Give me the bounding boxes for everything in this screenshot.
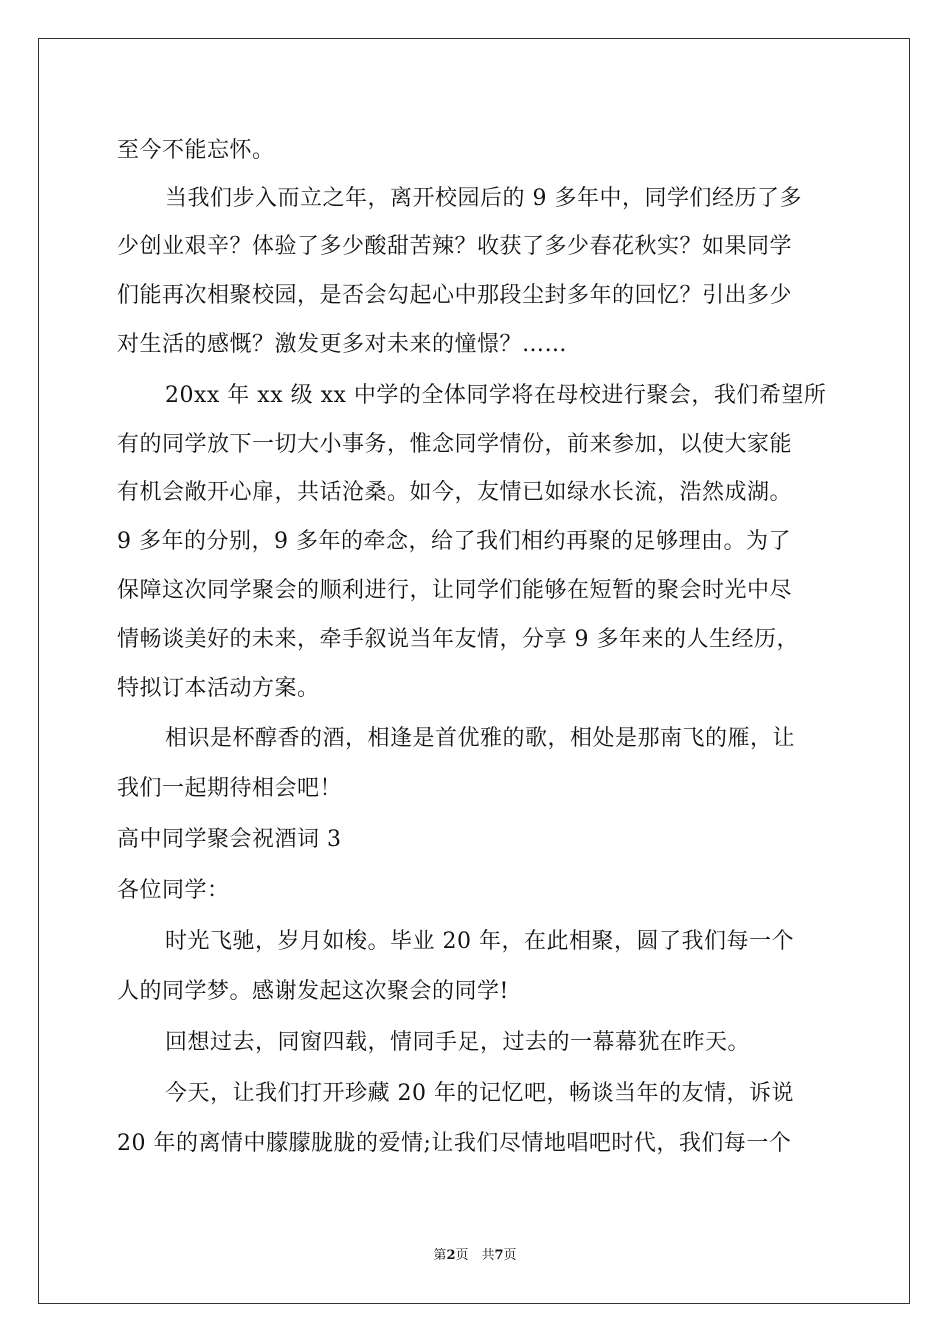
text-line: 至今不能忘怀。 [117, 138, 275, 163]
text-line: 们能再次相聚校园，是否会勾起心中那段尘封多年的回忆？引出多少 [117, 283, 793, 308]
page-border [38, 38, 910, 1304]
salutation: 各位同学： [117, 878, 230, 903]
page-number-footer [0, 1247, 950, 1265]
text-line: 情畅谈美好的未来，牵手叙说当年友情，分享 9 多年来的人生经历， [117, 627, 799, 652]
footer-middle: 页 共 [455, 1248, 495, 1263]
section-heading: 高中同学聚会祝酒词 3 [117, 827, 342, 852]
text-line: 特拟订本活动方案。 [117, 676, 320, 701]
text-line: 当我们步入而立之年，离开校园后的 9 多年中，同学们经历了多 [165, 186, 802, 211]
text-line: 9 多年的分别，9 多年的牵念，给了我们相约再聚的足够理由。为了 [117, 529, 791, 554]
text-line: 有的同学放下一切大小事务，惟念同学情份，前来参加，以使大家能 [117, 432, 793, 457]
footer-prefix: 第 [433, 1248, 447, 1263]
text-line: 保障这次同学聚会的顺利进行，让同学们能够在短暂的聚会时光中尽 [117, 578, 793, 603]
text-line: 今天，让我们打开珍藏 20 年的记忆吧，畅谈当年的友情，诉说 [165, 1081, 794, 1106]
text-line: 回想过去，同窗四载，情同手足，过去的一幕幕犹在昨天。 [165, 1030, 751, 1055]
current-page-number: 2 [446, 1248, 456, 1263]
text-line: 人的同学梦。感谢发起这次聚会的同学! [117, 979, 509, 1004]
text-line: 时光飞驰，岁月如梭。毕业 20 年，在此相聚，圆了我们每一个 [165, 929, 794, 954]
text-line: 我们一起期待相会吧！ [117, 776, 343, 801]
text-line: 少创业艰辛？体验了多少酸甜苦辣？收获了多少春花秋实？如果同学 [117, 234, 793, 259]
footer-suffix: 页 [503, 1248, 517, 1263]
text-line: 20 年的离情中朦朦胧胧的爱情;让我们尽情地唱吧时代，我们每一个 [117, 1131, 792, 1156]
text-line: 相识是杯醇香的酒，相逢是首优雅的歌，相处是那南飞的雁，让 [165, 726, 796, 751]
total-page-count: 7 [494, 1248, 504, 1263]
text-line: 对生活的感慨？激发更多对未来的憧憬？…… [117, 332, 568, 357]
text-line: 有机会敞开心扉，共话沧桑。如今，友情已如绿水长流，浩然成湖。 [117, 480, 793, 505]
text-line: 20xx 年 xx 级 xx 中学的全体同学将在母校进行聚会，我们希望所 [165, 383, 827, 408]
